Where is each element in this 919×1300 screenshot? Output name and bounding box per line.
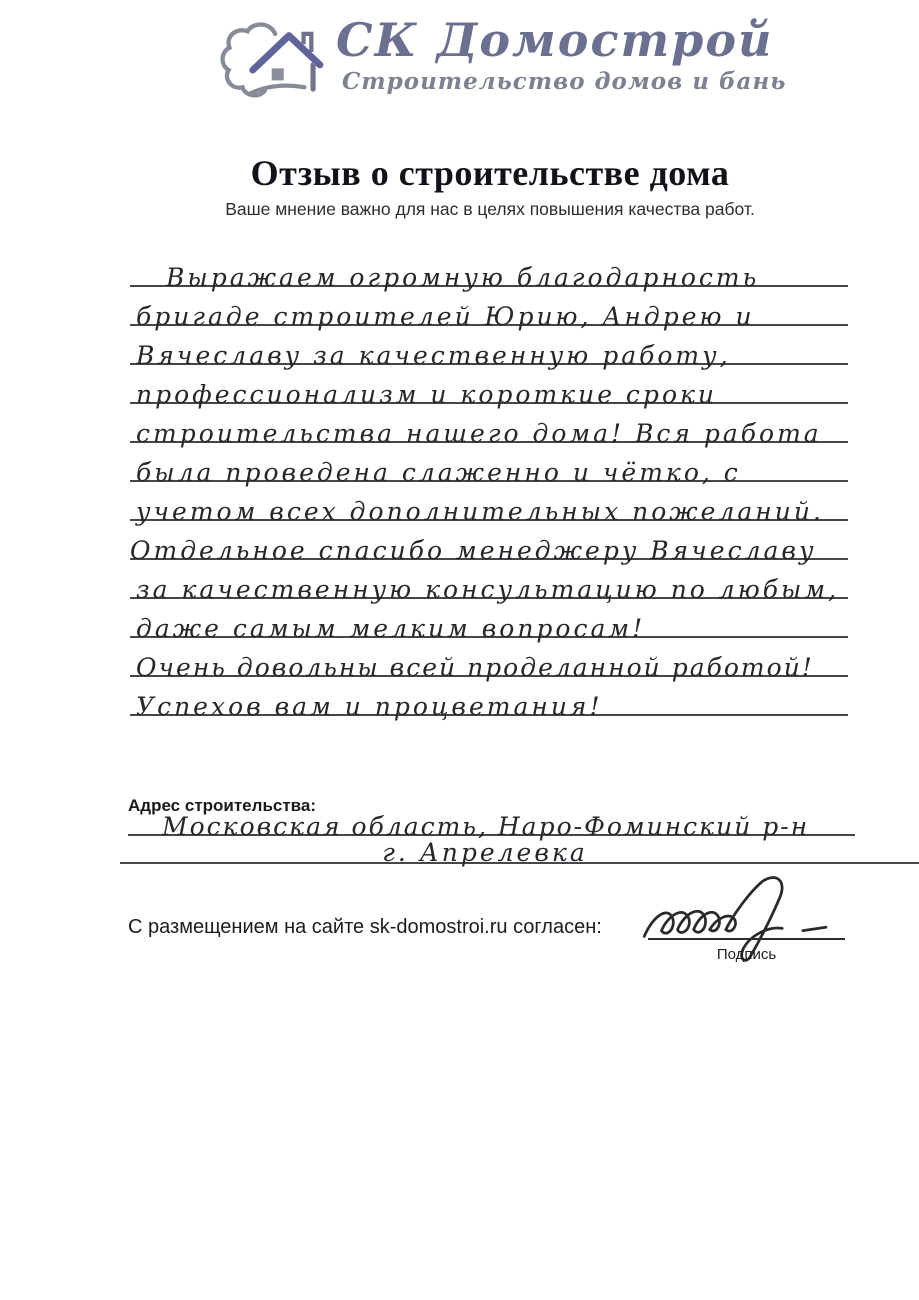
handwritten-text: Успехов вам и процветания! [136,692,603,721]
handwritten-text: Выражаем огромную благодарность [166,263,760,292]
handwritten-text: даже самым мелким вопросам! [136,614,646,643]
logo-brand: СК Домострой [336,13,774,67]
handwritten-text: бригаде строителей Юрию, Андрею и [136,302,755,331]
handwritten-text: Отдельное спасибо менеджеру Вячеславу [130,536,817,565]
logo-tagline: Строительство домов и бань [342,68,787,95]
signature-line [648,938,845,940]
handwritten-text: Очень довольны всей проделанной работой! [136,653,814,682]
handwritten-text: профессионализм и короткие сроки [136,380,718,409]
review-line [130,443,848,487]
review-line [130,638,848,682]
review-line [130,248,848,292]
handwritten-text: была проведена слаженно и чётко, с [136,458,741,487]
company-logo [220,10,787,106]
handwritten-text: учетом всех дополнительных пожеланий. [136,497,824,526]
signature-caption: Подпись [716,946,777,963]
handwritten-address: г. Апрелевка [382,838,588,867]
handwritten-address: Московская область, Наро-Фоминский р-н [162,812,810,841]
review-line [130,482,848,526]
page-title: Отзыв о строительстве дома [250,153,730,193]
handwritten-review [130,248,848,721]
heading-block [60,152,919,220]
review-line [130,560,848,604]
address-line [120,834,919,867]
review-line [130,599,848,643]
review-line [130,404,848,448]
consent-label: С размещением на сайте sk-domostroi.ru согласен: [128,916,602,938]
handwritten-text: строительства нашего дома! Вся работа [136,419,822,448]
logo-text [336,14,786,96]
address-line [128,800,855,841]
review-line [130,287,848,331]
review-line [130,521,848,565]
review-line [130,677,848,721]
page-subtitle: Ваше мнение важно для нас в целях повышения качества работ. [225,199,755,219]
review-line [130,365,848,409]
review-line [130,326,848,370]
house-tree-icon [220,12,332,104]
handwritten-text: Вячеславу за качественную работу, [136,341,731,370]
address-label: Адрес строительства: [128,796,317,815]
handwritten-text: за качественную консультацию по любым, [136,575,840,604]
